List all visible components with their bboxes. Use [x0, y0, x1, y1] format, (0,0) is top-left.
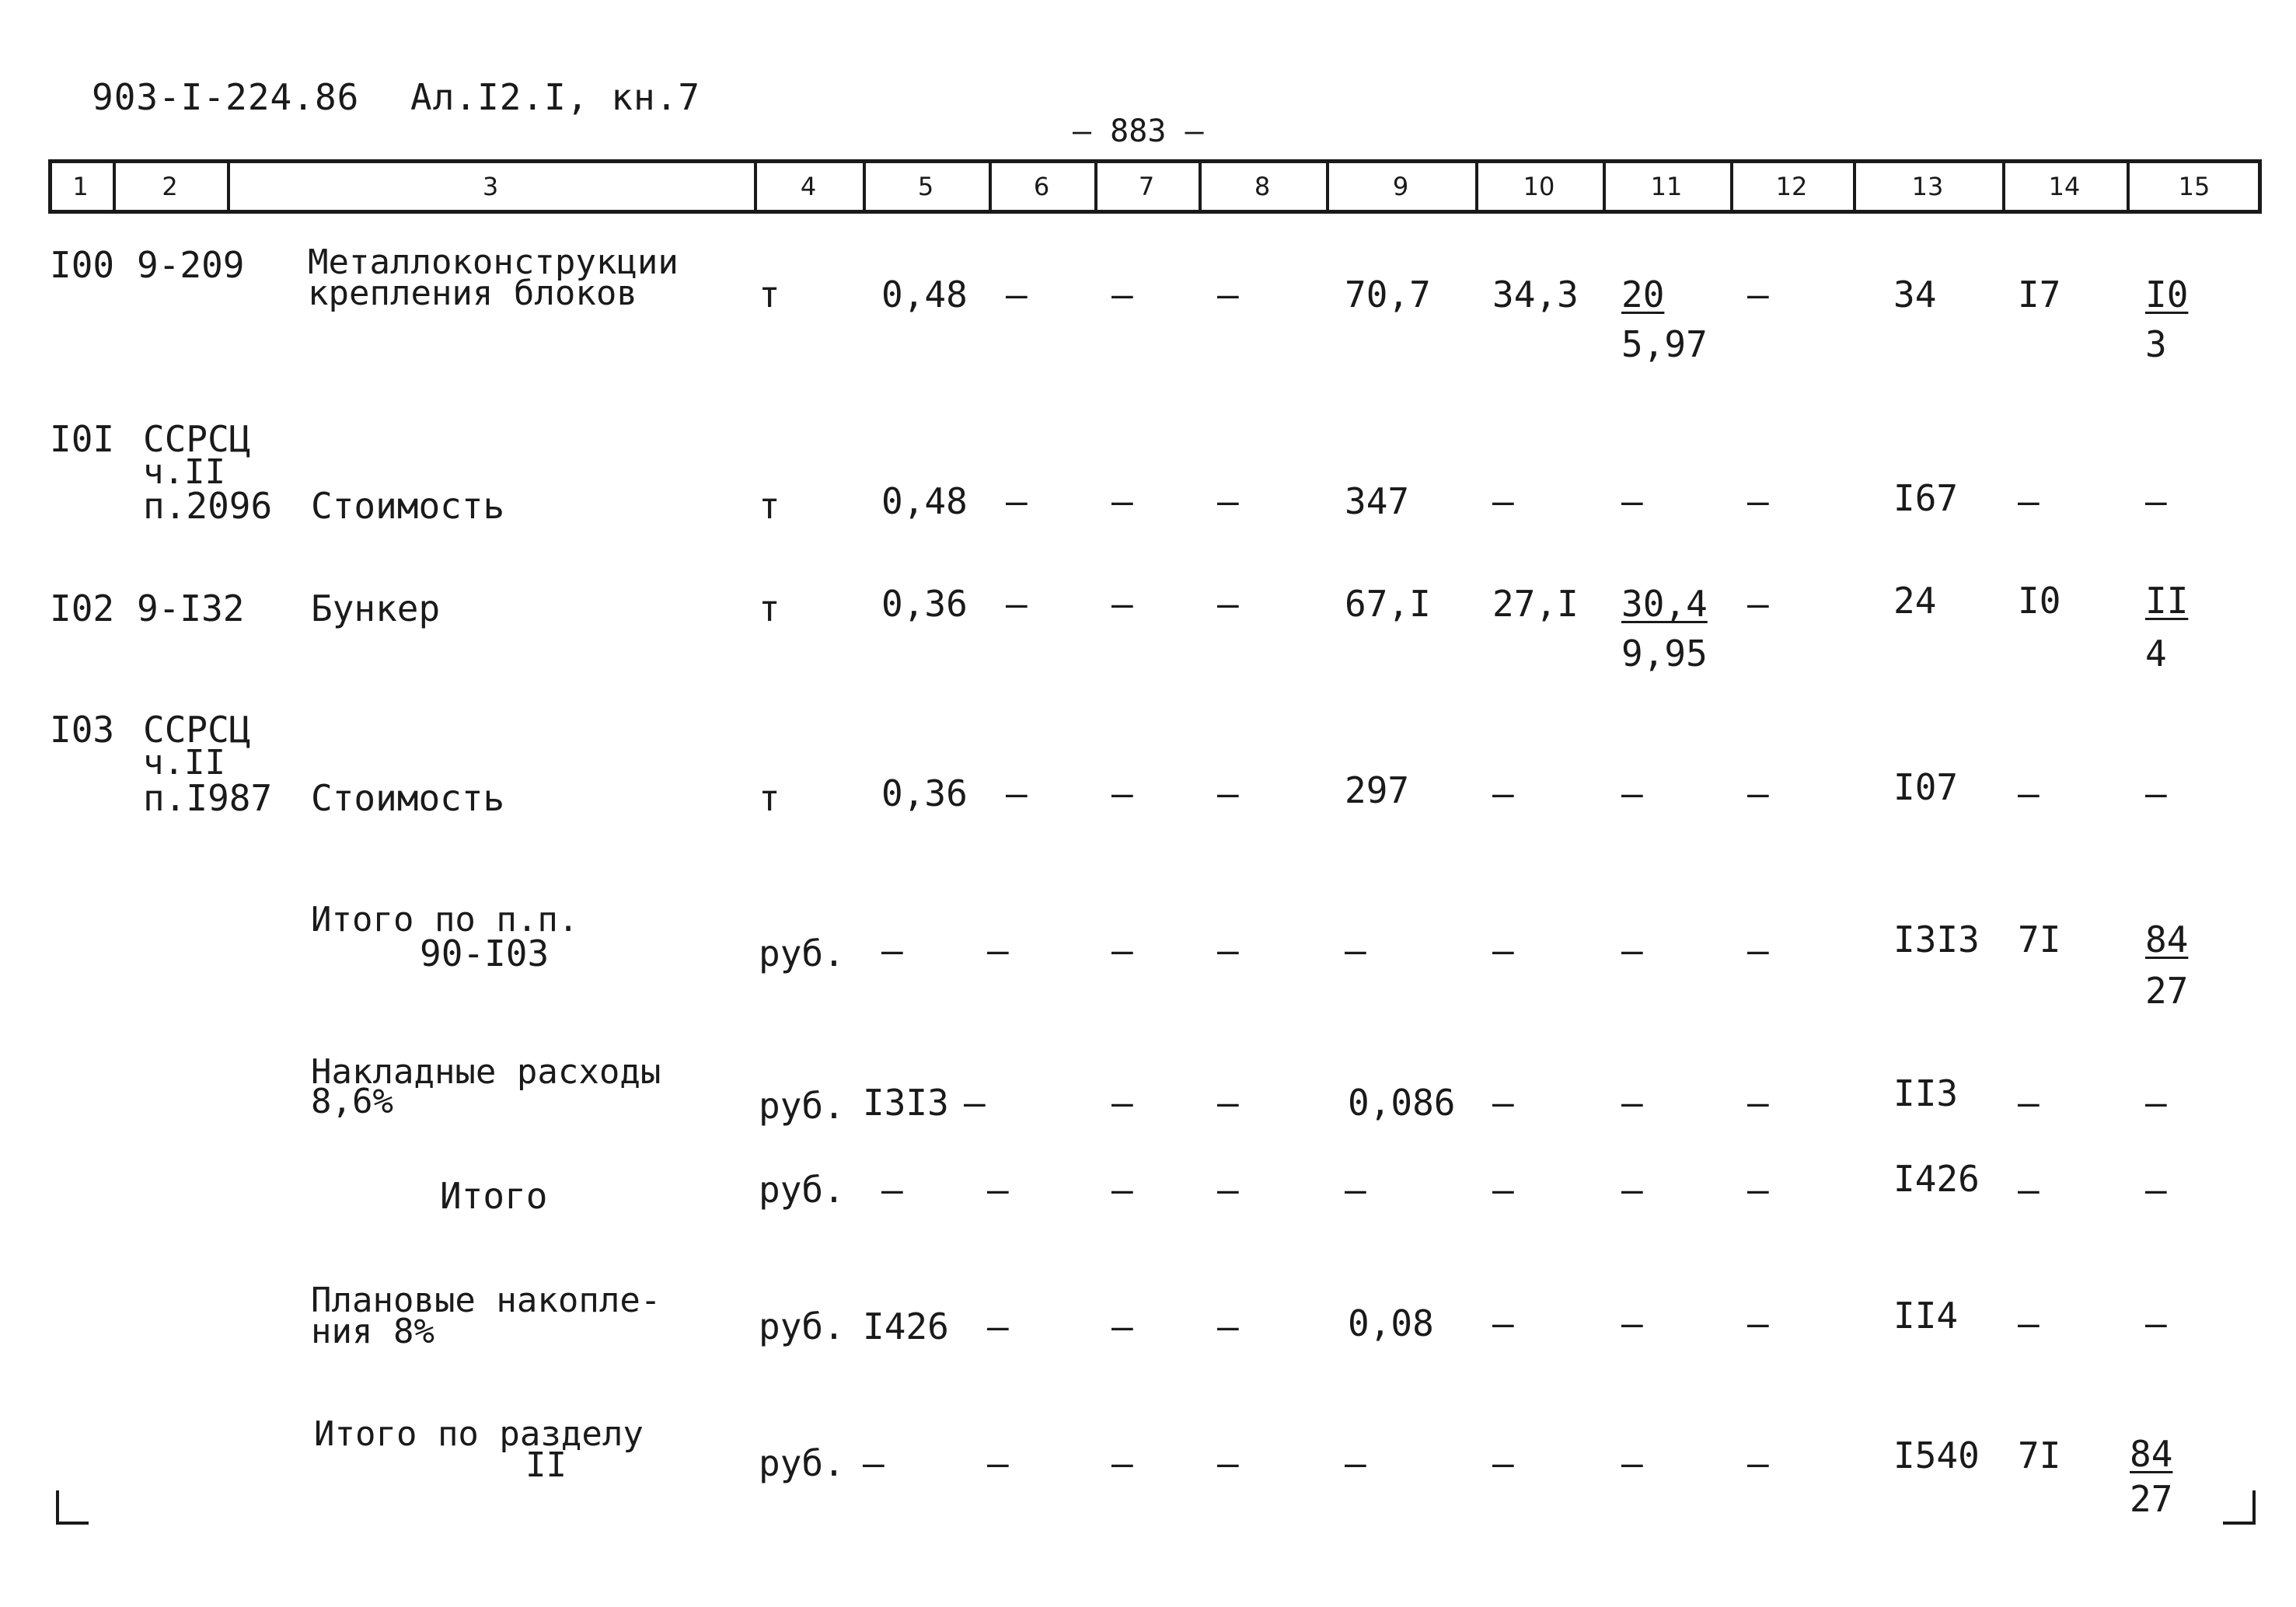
dash: –: [2018, 772, 2040, 814]
reference-code: ч.II: [143, 743, 225, 783]
reference-code: ССРСЦ: [143, 709, 251, 751]
dash: –: [1492, 1082, 1514, 1124]
total-cost: 34: [1893, 274, 1937, 315]
dash: –: [1621, 1082, 1643, 1124]
dash: –: [1111, 274, 1133, 315]
unit: руб.: [759, 1169, 845, 1211]
corner-mark-bottom-right: [2223, 1490, 2256, 1525]
item-description: крепления блоков: [308, 274, 637, 313]
dash: –: [863, 1442, 885, 1484]
reference-code: п.I987: [143, 777, 273, 819]
fraction-numerator: 84: [2145, 919, 2189, 960]
dash: –: [2145, 772, 2167, 814]
dash: –: [1492, 1302, 1514, 1344]
fraction-numerator: I0: [2145, 274, 2189, 315]
quantity: 0,36: [881, 772, 968, 814]
dash: –: [1747, 1442, 1769, 1484]
rate: 0,08: [1348, 1302, 1434, 1344]
dash: –: [1111, 929, 1133, 971]
column-number: 8: [1254, 172, 1271, 201]
rate: 0,086: [1348, 1082, 1456, 1124]
quantity: 0,48: [881, 480, 968, 522]
document-code: 903-I-224.86: [92, 76, 360, 118]
column-number: 14: [2048, 172, 2081, 201]
unit: т: [759, 587, 780, 629]
column-number: 2: [162, 172, 178, 201]
item-description: Металлоконструкции: [308, 242, 679, 282]
column-number: 12: [1775, 172, 1808, 201]
unit: руб.: [759, 932, 845, 974]
total-label: Итого: [440, 1175, 548, 1217]
section-total-label: Итого по разделу: [314, 1414, 644, 1454]
row-number: I00: [50, 244, 115, 286]
overhead-label: Накладные расходы: [311, 1052, 661, 1092]
dash: –: [1747, 1302, 1769, 1344]
dash: –: [881, 929, 903, 971]
column-number: 15: [2178, 172, 2211, 201]
dash: –: [1111, 1442, 1133, 1484]
unit-cost: 70,7: [1345, 274, 1431, 315]
cost-value: 7I: [2018, 919, 2061, 960]
row-number: I02: [50, 587, 115, 629]
fraction-numerator: 84: [2130, 1433, 2173, 1475]
row-number: I0I: [50, 418, 115, 460]
column-number: 13: [1911, 172, 1944, 201]
dash: –: [1217, 1169, 1239, 1211]
dash: –: [1492, 1442, 1514, 1484]
dash: –: [1345, 1169, 1366, 1211]
dash: –: [2145, 1169, 2167, 1211]
dash: –: [2145, 1302, 2167, 1344]
dash: –: [1217, 1082, 1239, 1124]
fraction-denominator: 5,97: [1621, 323, 1708, 365]
fraction-numerator: 30,4: [1621, 583, 1708, 625]
cost-value: I7: [2018, 274, 2061, 315]
reference-code: ССРСЦ: [143, 418, 251, 460]
dash: –: [1217, 583, 1239, 625]
item-description: Стоимость: [311, 777, 505, 819]
reference-code: 9-I32: [137, 587, 245, 629]
subtotal-label: Итого по п.п.: [311, 900, 579, 939]
column-number: 7: [1138, 172, 1155, 201]
unit: руб.: [759, 1442, 845, 1484]
fraction-denominator: 27: [2130, 1478, 2173, 1520]
dash: –: [1621, 1302, 1643, 1344]
dash: –: [1111, 772, 1133, 814]
fraction-numerator: II: [2145, 580, 2189, 622]
dash: –: [1747, 583, 1769, 625]
dash: –: [1217, 772, 1239, 814]
dash: –: [1621, 772, 1643, 814]
dash: –: [987, 1169, 1009, 1211]
dash: –: [1492, 480, 1514, 522]
total-cost: I3I3: [1893, 919, 1980, 960]
dash: –: [1217, 274, 1239, 315]
dash: –: [1747, 1082, 1769, 1124]
dash: –: [1747, 772, 1769, 814]
unit: руб.: [759, 1305, 845, 1347]
unit-cost: 297: [1345, 769, 1410, 811]
dash: –: [1747, 274, 1769, 315]
column-number: 6: [1033, 172, 1050, 201]
dash: –: [1006, 772, 1028, 814]
cost-value: 27,I: [1492, 583, 1579, 625]
dash: –: [1621, 1169, 1643, 1211]
column-number: 10: [1523, 172, 1555, 201]
corner-mark-bottom-left: [56, 1490, 89, 1525]
dash: –: [1217, 1305, 1239, 1347]
total-cost: I426: [1893, 1158, 1980, 1200]
planned-savings-label: ния 8%: [311, 1312, 434, 1351]
dash: –: [1111, 480, 1133, 522]
fraction-numerator: 20: [1621, 274, 1665, 315]
column-number: 9: [1392, 172, 1409, 201]
dash: –: [1111, 583, 1133, 625]
item-description: Стоимость: [311, 485, 505, 527]
row-number: I03: [50, 709, 115, 751]
dash: –: [2145, 1082, 2167, 1124]
total-cost: I67: [1893, 477, 1959, 519]
dash: –: [2018, 480, 2040, 522]
album-reference: Ал.I2.I, кн.7: [410, 76, 701, 118]
dash: –: [1747, 480, 1769, 522]
dash: –: [1492, 1169, 1514, 1211]
dash: –: [1621, 929, 1643, 971]
dash: –: [1621, 480, 1643, 522]
dash: –: [1492, 929, 1514, 971]
page-number: — 883 —: [1073, 113, 1204, 149]
dash: –: [1006, 480, 1028, 522]
dash: –: [1111, 1169, 1133, 1211]
dash: –: [1217, 1442, 1239, 1484]
cost-value: 7I: [2018, 1434, 2061, 1476]
unit: т: [759, 274, 780, 315]
total-cost: II3: [1893, 1072, 1959, 1114]
cost-value: 34,3: [1492, 274, 1579, 315]
dash: –: [987, 929, 1009, 971]
reference-code: п.2096: [143, 485, 273, 527]
dash: –: [881, 1169, 903, 1211]
column-number: 5: [917, 172, 934, 201]
unit-cost: 347: [1345, 480, 1410, 522]
total-cost: I07: [1893, 766, 1959, 808]
reference-code: 9-209: [137, 244, 245, 286]
dash: –: [1747, 929, 1769, 971]
dash: –: [987, 1305, 1009, 1347]
subtotal-label: 90-I03: [420, 932, 550, 974]
column-number: 1: [72, 172, 89, 201]
dash: –: [1621, 1442, 1643, 1484]
base-amount: I426: [863, 1305, 949, 1347]
overhead-label: 8,6%: [311, 1082, 393, 1121]
unit: т: [759, 485, 780, 527]
dash: –: [1111, 1082, 1133, 1124]
dash: –: [1217, 929, 1239, 971]
total-cost: 24: [1893, 580, 1937, 622]
dash: –: [1111, 1305, 1133, 1347]
reference-code: ч.II: [143, 452, 225, 492]
unit: руб.: [759, 1085, 845, 1127]
dash: –: [987, 1442, 1009, 1484]
unit: т: [759, 777, 780, 819]
fraction-denominator: 4: [2145, 633, 2167, 675]
planned-savings-label: Плановые накопле-: [311, 1281, 661, 1320]
column-number: 4: [800, 172, 817, 201]
dash: –: [1006, 583, 1028, 625]
total-cost: II4: [1893, 1295, 1959, 1337]
dash: –: [964, 1082, 986, 1124]
unit-cost: 67,I: [1345, 583, 1431, 625]
dash: –: [1345, 1442, 1366, 1484]
dash: –: [2018, 1169, 2040, 1211]
quantity: 0,36: [881, 583, 968, 625]
dash: –: [1747, 1169, 1769, 1211]
column-number: 11: [1650, 172, 1683, 201]
fraction-denominator: 3: [2145, 323, 2167, 365]
item-description: Бункер: [311, 587, 441, 629]
dash: –: [2018, 1082, 2040, 1124]
base-amount: I3I3: [863, 1082, 949, 1124]
cost-value: I0: [2018, 580, 2061, 622]
fraction-denominator: 9,95: [1621, 633, 1708, 675]
section-total-label: II: [525, 1445, 567, 1485]
quantity: 0,48: [881, 274, 968, 315]
dash: –: [2018, 1302, 2040, 1344]
fraction-denominator: 27: [2145, 970, 2189, 1012]
dash: –: [2145, 480, 2167, 522]
dash: –: [1492, 772, 1514, 814]
dash: –: [1217, 480, 1239, 522]
column-number: 3: [482, 172, 499, 201]
total-cost: I540: [1893, 1434, 1980, 1476]
dash: –: [1345, 929, 1366, 971]
dash: –: [1006, 274, 1028, 315]
